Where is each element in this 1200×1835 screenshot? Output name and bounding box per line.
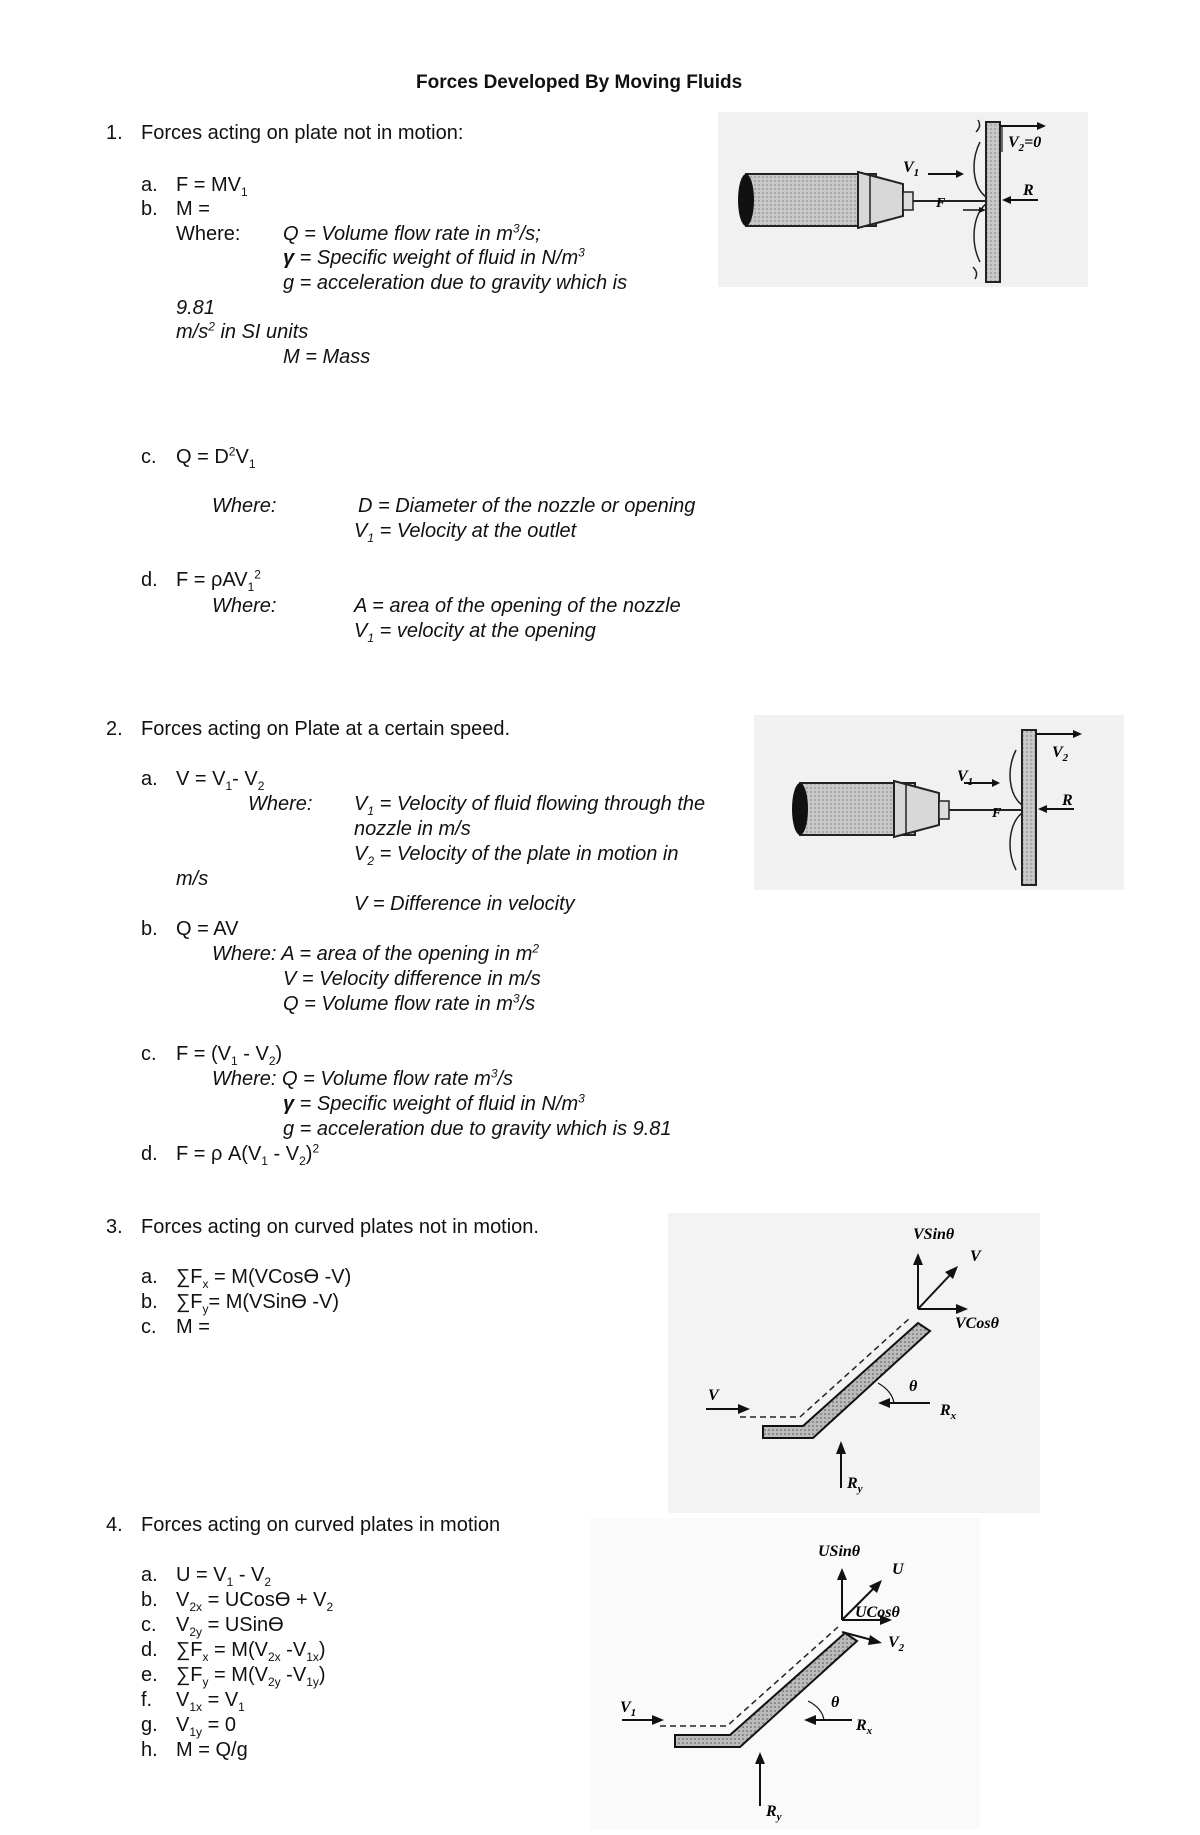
s1-c-where-v1: $V_1$ = Velocity at the outlet <box>354 520 577 545</box>
s1-where-gamma: γ = Specific weight of fluid in $N/m^3$ <box>283 245 585 269</box>
fig4-rx-label: $R_x$ <box>856 1717 873 1737</box>
s2-b-letter: b. <box>141 918 158 940</box>
s1-c-where-label: Where: <box>212 495 277 517</box>
s4-a-letter: a. <box>141 1564 158 1586</box>
s2-a-letter: a. <box>141 768 158 790</box>
s4-h-letter: h. <box>141 1739 158 1761</box>
s1-d-where-a: A = area of the opening of the nozzle <box>354 595 681 617</box>
s4-f-letter: f. <box>141 1689 153 1711</box>
s1-where-g-value: 9.81 <box>176 297 215 319</box>
s1-c-equation: $Q = D^2V_1$ <box>176 444 256 471</box>
s2-a-where-v2: $V_2$ = Velocity of the plate in motion in <box>354 843 679 868</box>
s4-f-equation: $V_{1x} = V_1$ <box>176 1689 245 1714</box>
s2-c-where-g: g = acceleration due to gravity which is 9.81 <box>283 1118 672 1140</box>
s4-b-equation: $V_{2x}$ = UCosϴ + $V_2$ <box>176 1589 334 1614</box>
s1-where-q: Q = Volume flow rate in $m^3/s$; <box>283 221 541 245</box>
s3-c-letter: c. <box>141 1316 157 1338</box>
fig3-v-label: V <box>970 1248 981 1265</box>
fig4-u-label: U <box>892 1561 904 1578</box>
s2-b-equation: Q = AV <box>176 918 239 940</box>
s1-d-equation: F = ρAV$_1^2$ <box>176 567 261 594</box>
fig4-v1-label: $V_1$ <box>620 1699 637 1719</box>
fig1-r-label: R <box>1023 182 1034 199</box>
fig2-v1-label: $V_1$ <box>957 768 974 788</box>
s1-d-where-label: Where: <box>212 595 277 617</box>
fig2-r-label: R <box>1062 792 1073 809</box>
figure-jet-stationary-plate <box>718 112 1088 287</box>
s2-c-equation: $F = (V_1 - V_2)$ <box>176 1043 283 1068</box>
s1-where-g: g = acceleration due to gravity which is <box>283 272 628 294</box>
fig3-ry-label: $R_y$ <box>847 1475 863 1495</box>
s2-b-where-q: Q = Volume flow rate in $m^3/s$ <box>283 991 536 1015</box>
fig4-ucos-label: UCosθ <box>855 1604 900 1621</box>
s1-d-where-v1: $V_1$ = velocity at the opening <box>354 620 596 645</box>
s1-b-letter: b. <box>141 198 158 220</box>
s3-b-letter: b. <box>141 1291 158 1313</box>
s4-d-letter: d. <box>141 1639 158 1661</box>
s4-c-letter: c. <box>141 1614 157 1636</box>
figure-curved-plate-moving <box>590 1518 980 1830</box>
s4-e-equation: $\sum F_y = M(V_{2y}$ $-V_{1y}$) <box>176 1664 326 1689</box>
s2-c-where-q: Where: Q = Volume flow rate $m^3/s$ <box>212 1066 514 1090</box>
fig1-f-label: F <box>936 196 946 211</box>
s4-a-equation: $U = V_1 - V_2$ <box>176 1564 272 1589</box>
fig2-v2-label: $V_2$ <box>1052 744 1069 764</box>
section-2-heading: Forces acting on Plate at a certain speed. <box>141 718 511 740</box>
s4-g-letter: g. <box>141 1714 158 1736</box>
s2-d-equation: F = ρ $A(V_1 - V_2)^2$ <box>176 1141 320 1168</box>
s3-c-equation: M = <box>176 1316 210 1338</box>
s2-a-where-v1: $V_1$ = Velocity of fluid flowing through the <box>354 793 706 818</box>
s4-h-equation: M = Q/g <box>176 1739 248 1761</box>
fig4-theta-label: θ <box>831 1694 840 1711</box>
fig4-ry-label: $R_y$ <box>766 1803 782 1823</box>
section-4-number: 4. <box>106 1514 123 1536</box>
figure-curved-plate-stationary <box>668 1213 1040 1513</box>
fig3-theta-label: θ <box>909 1378 918 1395</box>
s2-a-where-label: Where: <box>248 793 313 815</box>
section-3-heading: Forces acting on curved plates not in motion. <box>141 1216 539 1238</box>
s2-b-where-v: V = Velocity difference in m/s <box>283 968 541 990</box>
s2-c-letter: c. <box>141 1043 157 1065</box>
section-1-number: 1. <box>106 122 123 144</box>
fig4-v2-label: $V_2$ <box>888 1634 905 1654</box>
fig3-vcos-label: VCosθ <box>955 1315 999 1332</box>
s2-a-where-v: V = Difference in velocity <box>354 893 575 915</box>
s2-a-where-v2-cont: m/s <box>176 868 209 890</box>
fig1-v2-label: $V_2=0$ <box>1008 134 1042 154</box>
s1-where-m: M = Mass <box>283 346 371 368</box>
s4-g-equation: $V_{1y} = 0$ <box>176 1714 236 1739</box>
section-4-heading: Forces acting on curved plates in motion <box>141 1514 501 1536</box>
section-3-number: 3. <box>106 1216 123 1238</box>
s1-d-letter: d. <box>141 569 158 591</box>
fig3-rx-label: $R_x$ <box>940 1402 957 1422</box>
s2-c-where-gamma: γ = Specific weight of fluid in $N/m^3$ <box>283 1091 585 1115</box>
s3-a-equation: $\sum F_x$ = M(VCosϴ -V) <box>176 1266 352 1291</box>
s3-a-letter: a. <box>141 1266 158 1288</box>
s4-b-letter: b. <box>141 1589 158 1611</box>
s4-c-equation: $V_{2y}$ = USinϴ <box>176 1614 284 1639</box>
fig2-f-label: F <box>992 806 1002 821</box>
s1-a-letter: a. <box>141 174 158 196</box>
figure-jet-moving-plate <box>754 715 1124 890</box>
page-title: Forces Developed By Moving Fluids <box>416 72 743 93</box>
fig3-vin-label: V <box>708 1387 719 1404</box>
s2-a-equation: $V = V_1-$ $V_2$ <box>176 768 265 793</box>
fig4-usin-label: USinθ <box>818 1543 861 1560</box>
s2-a-where-v1-cont: nozzle in m/s <box>354 818 471 840</box>
s4-d-equation: $\sum F_x = M(V_{2x}$ $-V_{1x}$) <box>176 1639 326 1664</box>
s1-where-g-units: $m/s^2$ in SI units <box>176 319 309 343</box>
fig3-vsin-label: VSinθ <box>913 1226 955 1243</box>
s2-b-where-a: Where: A = area of the opening in $m^2$ <box>212 941 540 965</box>
s1-b-equation: M = <box>176 198 210 220</box>
s1-c-where-d: D = Diameter of the nozzle or opening <box>358 495 696 517</box>
s1-where-label: Where: <box>176 223 241 245</box>
s4-e-letter: e. <box>141 1664 158 1686</box>
fig1-v1-label: $V_1$ <box>903 159 920 179</box>
s2-d-letter: d. <box>141 1143 158 1165</box>
section-1-heading: Forces acting on plate not in motion: <box>141 122 464 144</box>
s1-a-equation: $F = MV_1$ <box>176 174 248 199</box>
s1-c-letter: c. <box>141 446 157 468</box>
section-2-number: 2. <box>106 718 123 740</box>
s3-b-equation: $\sum F_y=$ M(VSinϴ -V) <box>176 1291 340 1316</box>
